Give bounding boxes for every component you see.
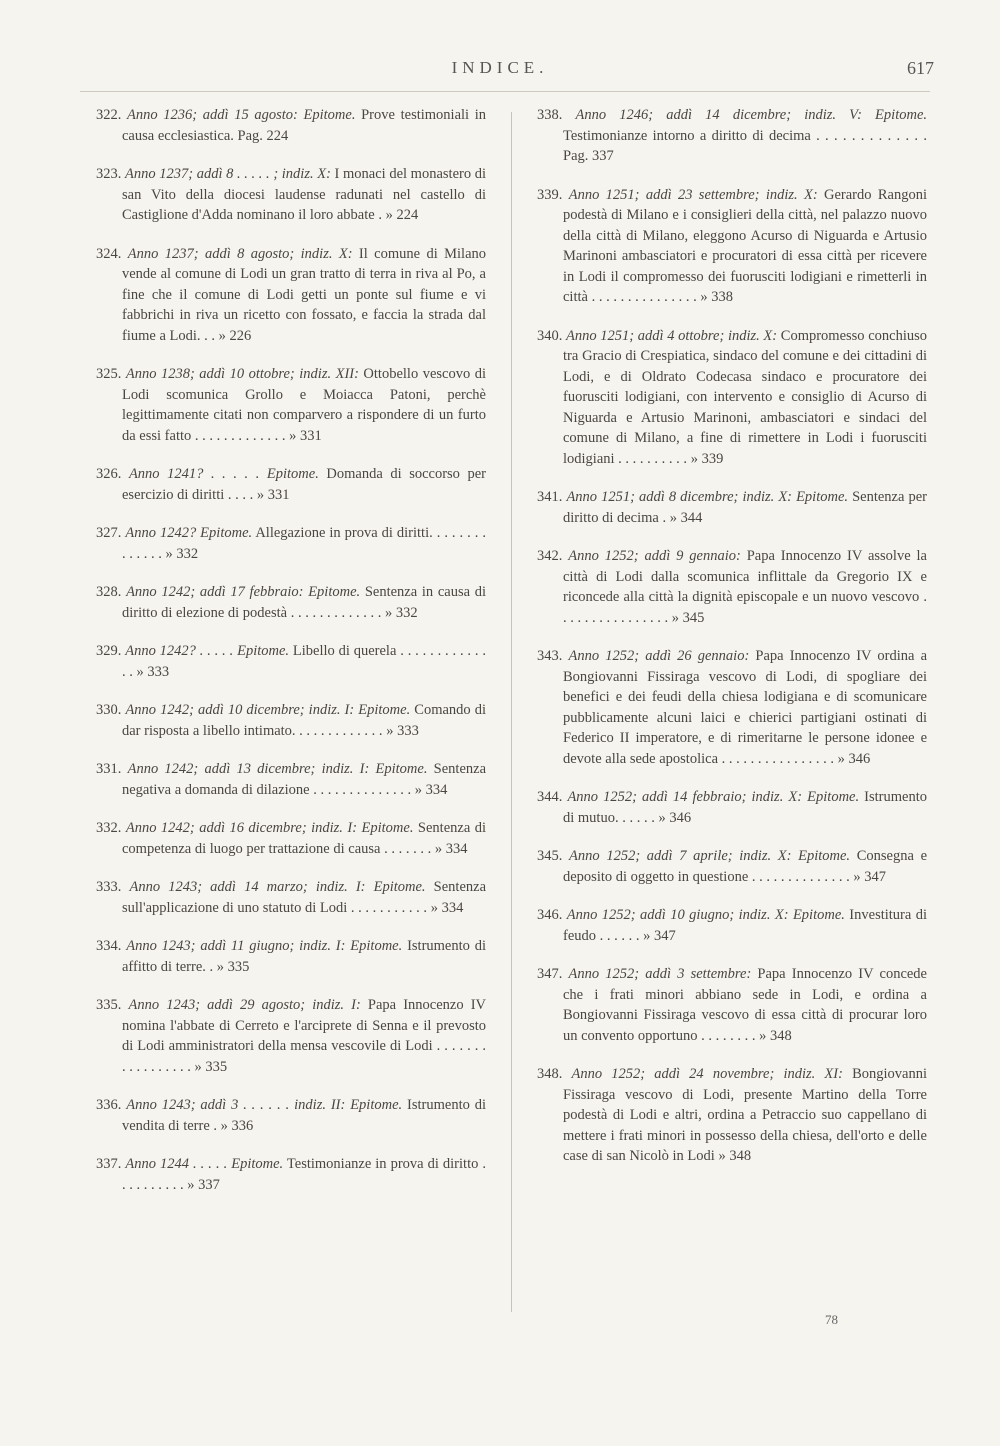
entry-description: Sentenza in causa di diritto di elezione di podestà . . . . . . . . . . . . . [122, 584, 487, 621]
entry-number: 324. [96, 245, 122, 262]
entry-page-reference: » 346 [837, 750, 871, 767]
entry-heading: Anno 1242? . . . . . Epitome. [125, 643, 290, 659]
entry-description: Papa Innocenzo IV concede che i frati minori abbiano sede in Lodi, e ordina a Bongiovanni Fissiraga vescovo di essa città di procurar loro un convento opportuno . . . . . . . . [563, 966, 927, 1044]
entry-page-reference: » 224 [385, 207, 419, 223]
entry-page-reference: » 334 [430, 899, 464, 916]
entry-heading: Anno 1236; addì 15 agosto: Epitome. [127, 107, 356, 123]
entry-number: 335. [96, 997, 122, 1013]
entry-description: Sentenza di competenza di luogo per trattazione di causa . . . . . . . [122, 820, 487, 857]
index-entry [537, 546, 927, 628]
index-entry [96, 936, 486, 977]
entry-text [537, 1064, 927, 1167]
entry-description: Ottobello vescovo di Lodi scomunica Grollo e Moiacca Patoni, perchè legittimamente citati non comparvero a rispondere di un furto da essi fatto . . . . . . . . . . . . . [122, 366, 486, 444]
entry-number: 348. [537, 1066, 563, 1082]
entry-description: Sentenza sull'applicazione di uno statuto di Lodi . . . . . . . . . . . [122, 879, 486, 916]
entry-text [96, 105, 486, 146]
index-entry [96, 164, 486, 226]
index-entry [96, 1154, 486, 1195]
entry-number: 323. [96, 166, 122, 182]
index-entry [96, 582, 486, 623]
entry-text [537, 105, 927, 167]
entry-number: 343. [537, 648, 563, 664]
index-entry [96, 523, 486, 564]
entry-heading: Anno 1252; addì 10 giugno; indiz. X: Epitome. [566, 907, 845, 923]
index-entry [537, 326, 927, 470]
entry-text [96, 1154, 486, 1195]
entry-heading: Anno 1244 . . . . . Epitome. [125, 1156, 284, 1172]
entry-text [537, 185, 927, 308]
entry-description: Bongiovanni Fissiraga vescovo di Lodi, presente Martino della Torre podestà di Lodi e altri, ordina a Petraccio suo cappellano di mettere i frati minori in possesso della chiesa, dell'orto e delle case di san Nicolò in Lodi [563, 1066, 927, 1164]
entry-page-reference: » 344 [669, 509, 703, 526]
entry-heading: Anno 1243; addì 14 marzo; indiz. I: Epitome. [129, 879, 426, 895]
entry-description: Compromesso conchiuso tra Gracio di Crespiatica, sindaco del comune e dei cittadini di Lodi, e di Oldrato Codecasa sindaco e procuratore dei fuorusciti lodigiani, con intervento e consiglio di Acurso di Niguarda e Artusio Marinoni, ambasciatori e sindaci del comune di Milano, a fine di rimettere in Lodi i fuorusciti lodigiani . . . . . . . . . . [563, 327, 928, 467]
header-rule [80, 91, 930, 92]
entry-page-reference: » 345 [671, 609, 705, 626]
entry-heading: Anno 1238; addì 10 ottobre; indiz. XII: [125, 366, 359, 382]
index-entry [96, 464, 486, 505]
entry-heading: Anno 1237; addì 8 . . . . . ; indiz. X: [125, 166, 331, 182]
entry-number: 347. [537, 966, 563, 982]
entry-text [96, 641, 486, 682]
entry-description: Domanda di soccorso per esercizio di diritti . . . . [122, 466, 487, 503]
entry-heading: Anno 1243; addì 29 agosto; indiz. I: [128, 997, 361, 1013]
entry-page-reference: » 334 [434, 840, 468, 857]
entry-page-reference: » 347 [643, 927, 676, 944]
signature-mark: 78 [825, 1312, 838, 1327]
entry-heading: Anno 1246; addì 14 dicembre; indiz. V: Epitome. [575, 107, 927, 123]
entry-page-reference: » 338 [700, 289, 733, 305]
page-header [0, 58, 1000, 82]
index-entry [537, 185, 927, 308]
entry-heading: Anno 1242; addì 16 dicembre; indiz. I: Epitome. [125, 820, 414, 836]
entry-text [96, 244, 486, 347]
entry-number: 327. [96, 525, 122, 541]
entry-text [96, 759, 486, 800]
entry-number: 338. [537, 107, 563, 123]
entry-page-reference: » 335 [194, 1058, 228, 1075]
entry-description: Il comune di Milano vende al comune di Lodi un gran tratto di terra in riva al Po, a fine che il comune di Lodi getti un ponte sul fiume e vi fabbrichi in riva un ricetto con fossato, e faccia la strada dal fiume a Lodi. . . [122, 245, 487, 344]
entry-number: 336. [96, 1097, 122, 1113]
index-entry [537, 846, 927, 887]
entry-heading: Anno 1252; addì 9 gennaio: [568, 548, 741, 564]
entry-text [537, 787, 927, 828]
entry-text [96, 582, 486, 623]
index-entry [537, 964, 927, 1046]
left-column [96, 105, 486, 1213]
entry-description: Sentenza per diritto di decima . [563, 489, 927, 526]
entry-page-reference: Pag. 337 [563, 148, 614, 164]
entry-page-reference: » 346 [658, 809, 692, 826]
entry-heading: Anno 1251; addì 4 ottobre; indiz. X: [566, 327, 778, 344]
entry-number: 334. [96, 938, 122, 954]
entry-page-reference: » 334 [414, 781, 448, 798]
index-entry [96, 641, 486, 682]
entry-text [96, 995, 486, 1077]
entry-description: Papa Innocenzo IV nomina l'abbate di Cerreto e l'arciprete di Senna e il prevosto di Lodi amministratori della mensa vescovile di Lodi . . . . . . . . . . . . . . . . . [122, 997, 486, 1075]
index-entry [96, 105, 486, 146]
entry-heading: Anno 1242? Epitome. [125, 525, 253, 541]
entry-page-reference: » 348 [759, 1027, 792, 1044]
entry-description: Consegna e deposito di oggetto in questione . . . . . . . . . . . . . . [563, 848, 928, 885]
entry-page-reference: » 331 [256, 486, 290, 503]
entry-description: Investitura di feudo . . . . . . [563, 907, 928, 944]
entry-description: Papa Innocenzo IV ordina a Bongiovanni Fissiraga vescovo di Lodi, di spogliare dei benefici e dei feudi della chiesa lodigiana e di scomunicare pubblicamente alcuni laici e chierici partigiani ostinati di Federico II imperatore, e di rimeritarne le persone idonee e devote alla sede apostolica . . . . . . . . . . . . . . . . [563, 648, 928, 767]
entry-number: 329. [96, 643, 122, 659]
index-entry [96, 1095, 486, 1136]
index-entry [96, 244, 486, 347]
entry-heading: Anno 1243; addì 11 giugno; indiz. I: Epitome. [126, 938, 403, 954]
entry-page-reference: Pag. 224 [237, 127, 289, 144]
entry-number: 342. [537, 548, 563, 564]
entry-page-reference: » 332 [384, 604, 418, 621]
entry-number: 345. [537, 848, 563, 864]
column-divider [511, 112, 512, 1312]
index-entry [537, 787, 927, 828]
entry-number: 332. [96, 820, 122, 836]
entry-page-reference: » 226 [218, 327, 252, 344]
entry-heading: Anno 1237; addì 8 agosto; indiz. X: [127, 245, 353, 262]
entry-text [537, 646, 927, 769]
index-entry [537, 905, 927, 946]
index-entry [96, 759, 486, 800]
index-entry [537, 646, 927, 769]
index-entry [96, 700, 486, 741]
entry-text [96, 818, 486, 859]
entry-text [537, 326, 927, 470]
entry-page-reference: » 333 [386, 722, 419, 739]
entry-heading: Anno 1241? . . . . . Epitome. [128, 466, 319, 482]
entry-page-reference: » 337 [187, 1176, 220, 1193]
entry-heading: Anno 1242; addì 13 dicembre; indiz. I: Epitome. [127, 761, 428, 777]
entry-description: Prove testimoniali in causa ecclesiastica. [122, 107, 486, 144]
entry-heading: Anno 1252; addì 3 settembre: [568, 966, 752, 982]
entry-page-reference: » 336 [220, 1117, 254, 1134]
entry-page-reference: » 348 [718, 1148, 752, 1164]
entry-heading: Anno 1252; addì 26 gennaio: [568, 648, 750, 664]
index-entry [96, 364, 486, 446]
index-entry [537, 1064, 927, 1167]
entry-description: Testimonianze in prova di diritto . . . . . . . . . . [122, 1156, 486, 1193]
index-entry [537, 487, 927, 528]
right-column [537, 105, 927, 1185]
entry-text [537, 905, 927, 946]
entry-number: 331. [96, 761, 122, 777]
entry-text [537, 546, 927, 628]
entry-description: Gerardo Rangoni podestà di Milano e i consiglieri della città, nel palazzo nuovo della città di Milano, eleggono Acurso di Niguarda e Artusio Marinoni ambasciatori e procuratori di essa città per ricevere in Lodi il compromesso dei fuorusciti lodigiani e rimetterli in città . . . . . . . . . . . . . . . [563, 186, 927, 305]
index-entry [96, 877, 486, 918]
entry-heading: Anno 1252; addì 7 aprile; indiz. X: Epitome. [569, 848, 851, 864]
entry-number: 337. [96, 1156, 122, 1172]
entry-description: Testimonianze intorno a diritto di decima . . . . . . . . . . . . . [563, 127, 927, 144]
entry-heading: Anno 1252; addì 14 febbraio; indiz. X: Epitome. [567, 789, 860, 805]
entry-description: Libello di querela . . . . . . . . . . . . . . [122, 643, 486, 680]
entry-description: Comando di dar risposta a libello intimato. . . . . . . . . . . . . [122, 702, 486, 739]
index-entry [96, 818, 486, 859]
entry-number: 330. [96, 702, 122, 718]
entry-number: 344. [537, 789, 563, 805]
entry-heading: Anno 1251; addì 23 settembre; indiz. X: [568, 186, 818, 203]
entry-text [96, 1095, 486, 1136]
entry-heading: Anno 1242; addì 17 febbraio: Epitome. [126, 584, 361, 600]
entry-page-reference: » 333 [136, 663, 170, 680]
entry-number: 326. [96, 466, 122, 482]
entry-heading: Anno 1252; addì 24 novembre; indiz. XI: [571, 1066, 843, 1082]
entry-number: 322. [96, 107, 122, 123]
entry-text [96, 877, 486, 918]
entry-text [96, 700, 486, 741]
entry-number: 333. [96, 879, 122, 895]
entry-description: Istrumento di mutuo. . . . . . [563, 789, 928, 826]
page-number: 617 [907, 58, 934, 78]
entry-text [537, 487, 927, 528]
entry-number: 328. [96, 584, 122, 600]
entry-text [537, 964, 927, 1046]
entry-text [96, 364, 486, 446]
entry-number: 341. [537, 489, 563, 505]
entry-page-reference: » 335 [216, 958, 250, 975]
entry-description: Allegazione in prova di diritti. . . . . . . . . . . . . . [122, 525, 486, 562]
entry-heading: Anno 1243; addì 3 . . . . . . indiz. II: Epitome. [126, 1097, 403, 1113]
entry-description: Istrumento di vendita di terre . [122, 1097, 486, 1134]
entry-text [96, 464, 486, 505]
entry-page-reference: » 332 [165, 545, 199, 562]
entry-page-reference: » 347 [853, 868, 887, 885]
entry-text [537, 846, 927, 887]
entry-description: I monaci del monastero di san Vito della diocesi laudense radunati nel castello di Castiglione d'Adda nominano il loro abbate . [122, 166, 486, 223]
entry-description: Sentenza negativa a domanda di dilazione . . . . . . . . . . . . . . [122, 761, 486, 798]
entry-page-reference: » 339 [690, 450, 724, 467]
entry-number: 325. [96, 366, 122, 382]
index-entry [537, 105, 927, 167]
entry-text [96, 523, 486, 564]
entry-text [96, 936, 486, 977]
entry-page-reference: » 331 [289, 427, 322, 444]
entry-text [96, 164, 486, 226]
entry-number: 346. [537, 907, 563, 923]
entry-number: 339. [537, 186, 563, 203]
entry-description: Istrumento di affitto di terre. . [122, 938, 487, 975]
entry-description: Papa Innocenzo IV assolve la città di Lodi dalla scomunica inflittale da Gregorio IX e riconcede alla città la dignità episcopale e un nuovo vescovo . . . . . . . . . . . . . . . . [563, 548, 927, 626]
entry-heading: Anno 1251; addì 8 dicembre; indiz. X: Epitome. [566, 489, 849, 505]
index-entry [96, 995, 486, 1077]
page-title: INDICE. [451, 58, 549, 77]
entry-number: 340. [537, 327, 563, 344]
entry-heading: Anno 1242; addì 10 dicembre; indiz. I: Epitome. [125, 702, 411, 718]
